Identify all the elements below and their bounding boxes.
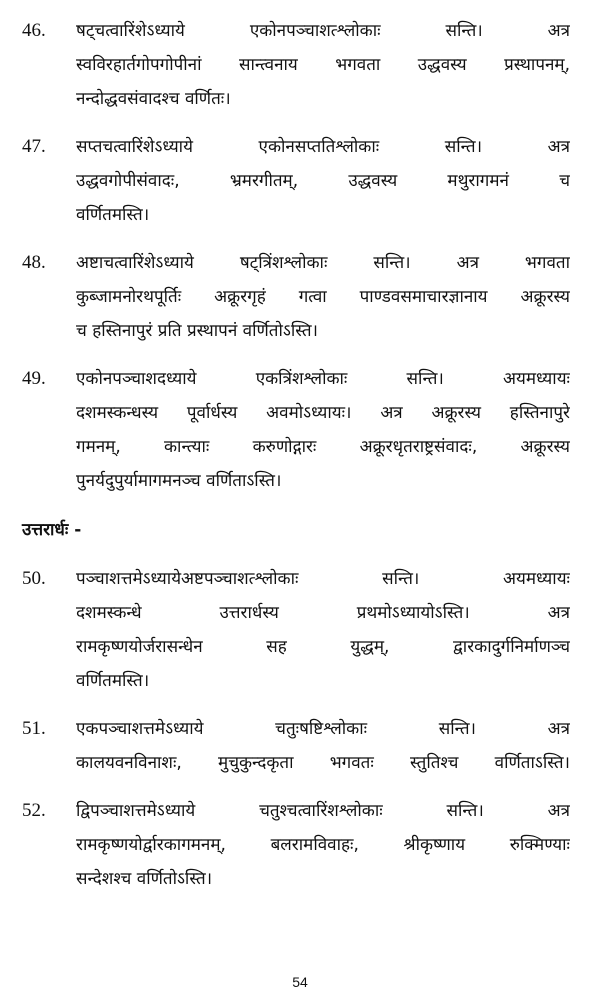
section-heading: उत्तरार्धः -: [22, 520, 82, 540]
entry-number: 51.: [22, 718, 46, 739]
entry-line: षट्चत्वारिंशेऽध्याये एकोनपञ्चाशत्श्लोकाः सन्ति। अत्र: [76, 21, 570, 41]
entry-number: 49.: [22, 368, 46, 389]
entry-line: नन्दोद्धवसंवादश्च वर्णितः।: [76, 89, 231, 109]
entry-line: अष्टाचत्वारिंशेऽध्याये षट्त्रिंशश्लोकाः सन्ति। अत्र भगवता: [76, 253, 570, 273]
entry-line: स्वविरहार्तगोपगोपीनां सान्त्वनाय भगवता उद्धवस्य प्रस्थापनम्,: [76, 55, 570, 75]
entry-line: च हस्तिनापुरं प्रति प्रस्थापनं वर्णितोऽस्ति।: [76, 321, 318, 341]
entry-line: कालयवनविनाशः, मुचुकुन्दकृता भगवतः स्तुतिश्च वर्णिताऽस्ति।: [76, 753, 570, 773]
entry-line: रामकृष्णयोर्जरासन्धेन सह युद्धम्, द्वारकादुर्गनिर्माणञ्च: [76, 637, 570, 657]
entry-text: [76, 362, 570, 498]
entry-line: सप्तचत्वारिंशेऽध्याये एकोनसप्ततिश्लोकाः सन्ति। अत्र: [76, 137, 570, 157]
entry-line: उद्धवगोपीसंवादः, भ्रमरगीतम्, उद्धवस्य मथुरागमनं च: [76, 171, 570, 191]
entry-line: पञ्चाशत्तमेऽध्यायेअष्टपञ्चाशत्श्लोकाः सन्ति। अयमध्यायः: [76, 569, 570, 589]
entry-text: [76, 562, 570, 698]
entry-number: 52.: [22, 800, 46, 821]
entry-number: 46.: [22, 20, 46, 41]
page-number: 54: [292, 974, 308, 990]
entry-line: एकोनपञ्चाशदध्याये एकत्रिंशश्लोकाः सन्ति। अयमध्यायः: [76, 369, 570, 389]
entry-line: पुनर्यदुपुर्यामागमनञ्च वर्णिताऽस्ति।: [76, 471, 282, 491]
entry-line: एकपञ्चाशत्तमेऽध्याये चतुःषष्टिश्लोकाः सन्ति। अत्र: [76, 719, 570, 739]
entry-text: [76, 794, 570, 896]
entry-text: [76, 712, 570, 780]
entry-line: वर्णितमस्ति।: [76, 205, 150, 225]
entry-line: सन्देशश्च वर्णितोऽस्ति।: [76, 869, 213, 889]
entry-line: दशमस्कन्धस्य पूर्वार्धस्य अवमोऽध्यायः। अत्र अक्रूरस्य हस्तिनापुरे: [76, 403, 570, 423]
entry-number: 48.: [22, 252, 46, 273]
entry-text: [76, 246, 570, 348]
entry-text: [76, 14, 570, 116]
entry-number: 47.: [22, 136, 46, 157]
entry-line: कुब्जामनोरथपूर्तिः अक्रूरगृहं गत्वा पाण्डवसमाचारज्ञानाय अक्रूरस्य: [76, 287, 570, 307]
entry-line: गमनम्, कान्त्याः करुणोद्गारः अक्रूरधृतराष्ट्रसंवादः, अक्रूरस्य: [76, 437, 570, 457]
entry-line: रामकृष्णयोर्द्वारकागमनम्, बलरामविवाहः, श्रीकृष्णाय रुक्मिण्याः: [76, 835, 570, 855]
entry-line: वर्णितमस्ति।: [76, 671, 150, 691]
entry-line: दशमस्कन्धे उत्तरार्धस्य प्रथमोऽध्यायोऽस्ति। अत्र: [76, 603, 570, 623]
entry-line: द्विपञ्चाशत्तमेऽध्याये चतुश्चत्वारिंशश्लोकाः सन्ति। अत्र: [76, 801, 570, 821]
entry-number: 50.: [22, 568, 46, 589]
entry-text: [76, 130, 570, 232]
